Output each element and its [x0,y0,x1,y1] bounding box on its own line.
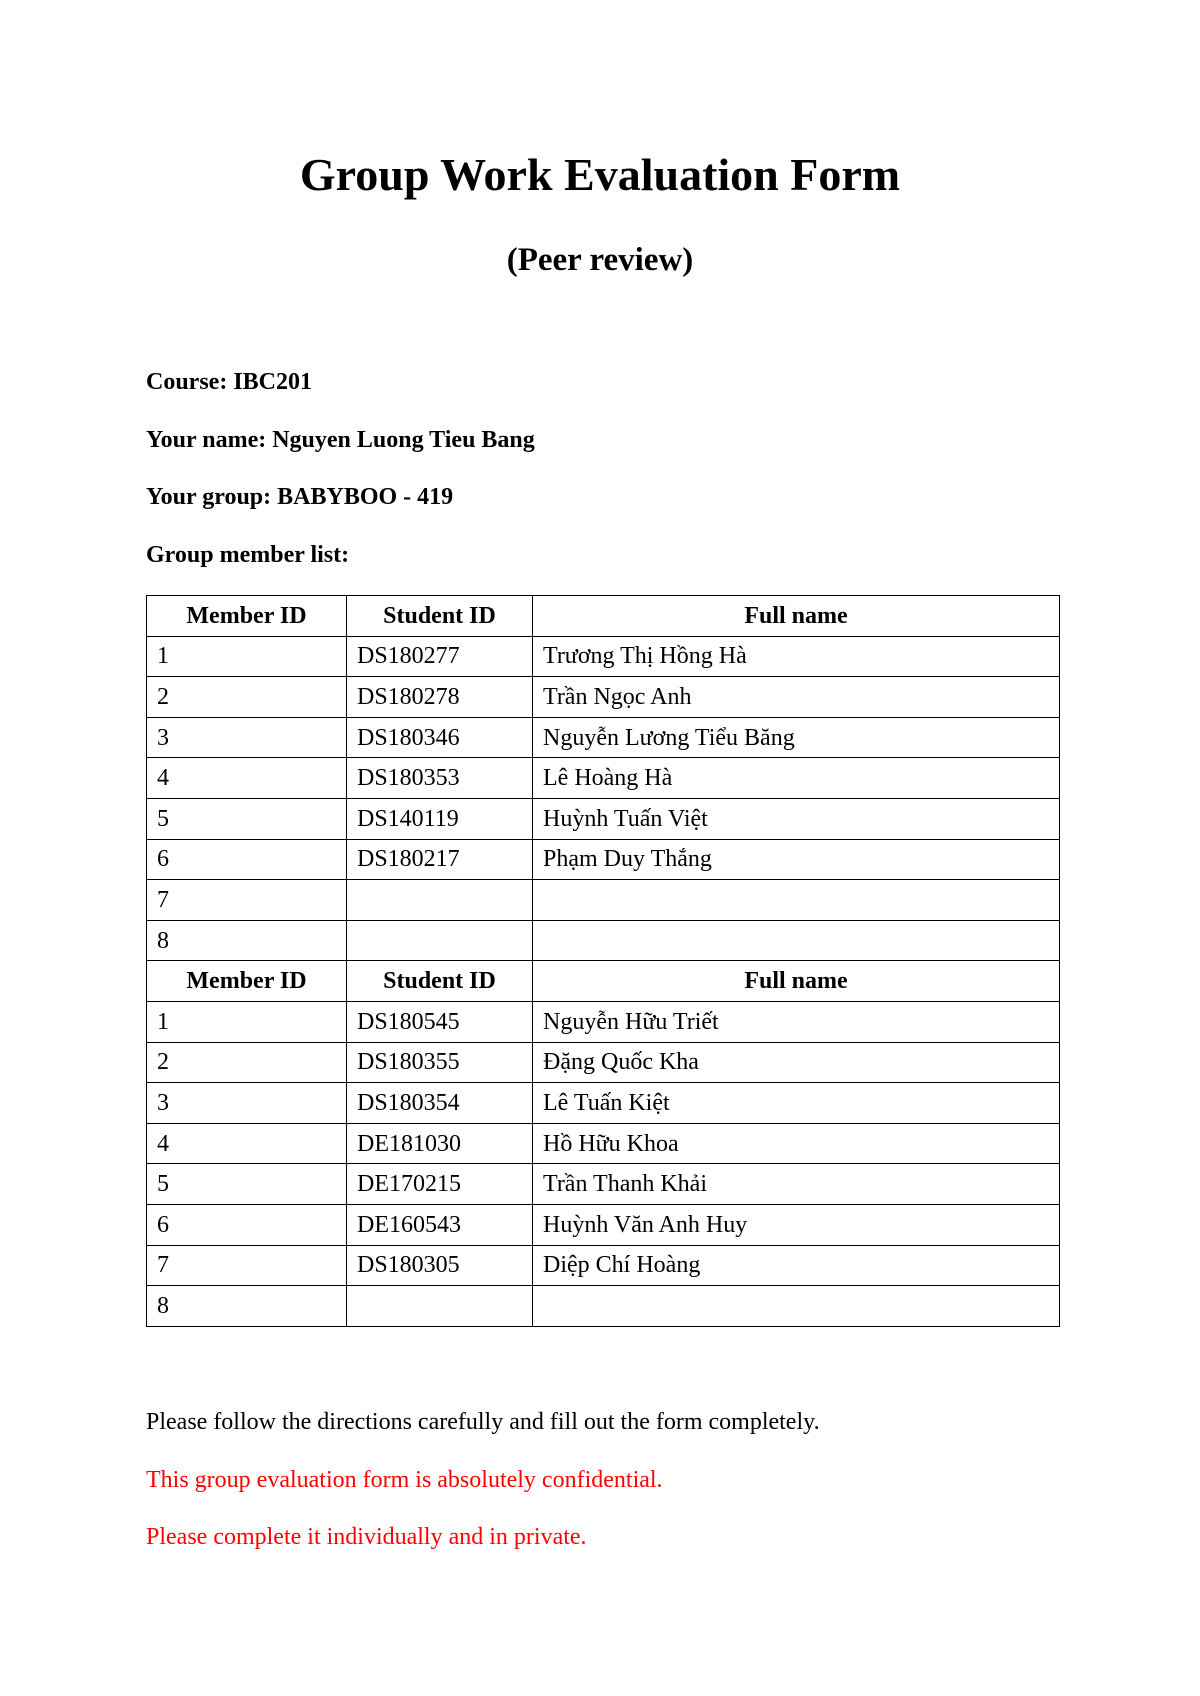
full-name-cell: Nguyễn Lương Tiểu Băng [533,717,1060,758]
member-id-cell: 5 [147,1164,347,1205]
member-id-cell: 8 [147,1286,347,1327]
member-id-cell: 8 [147,920,347,961]
member-id-cell: 3 [147,717,347,758]
full-name-cell: Đặng Quốc Kha [533,1042,1060,1083]
member-id-cell: 4 [147,1123,347,1164]
full-name-cell: Huỳnh Tuấn Việt [533,798,1060,839]
header-student-id: Student ID [347,961,533,1002]
full-name-cell [533,1286,1060,1327]
member-id-cell: 2 [147,677,347,718]
full-name-cell [533,920,1060,961]
header-full-name: Full name [533,596,1060,637]
member-list-label: Group member list: [146,542,350,568]
table-row [147,920,1060,961]
member-id-cell: 6 [147,1204,347,1245]
table-row [147,636,1060,677]
full-name-cell: Lê Tuấn Kiệt [533,1083,1060,1124]
directions-note: Please follow the directions carefully and fill out the form completely. [146,1409,820,1435]
confidential-note: This group evaluation form is absolutely confidential. [146,1467,663,1493]
table-row [147,1042,1060,1083]
table-row [147,717,1060,758]
full-name-cell: Trương Thị Hồng Hà [533,636,1060,677]
table-row [147,880,1060,921]
table-row [147,677,1060,718]
student-id-cell: DS180355 [347,1042,533,1083]
table-header-row [147,961,1060,1002]
form-title: Group Work Evaluation Form [299,149,901,200]
table-row [147,1164,1060,1205]
student-id-cell: DE170215 [347,1164,533,1205]
table-row [147,1204,1060,1245]
header-full-name: Full name [533,961,1060,1002]
student-id-cell: DS140119 [347,798,533,839]
member-id-cell: 7 [147,1245,347,1286]
table-row [147,1001,1060,1042]
header-student-id: Student ID [347,596,533,637]
table-row [147,798,1060,839]
student-id-cell: DS180354 [347,1083,533,1124]
member-id-cell: 1 [147,636,347,677]
full-name-cell: Nguyễn Hữu Triết [533,1001,1060,1042]
table-row [147,839,1060,880]
your-name-field: Your name: Nguyen Luong Tieu Bang [146,427,535,453]
full-name-cell: Phạm Duy Thắng [533,839,1060,880]
full-name-cell: Diệp Chí Hoàng [533,1245,1060,1286]
full-name-cell: Trần Thanh Khải [533,1164,1060,1205]
student-id-cell: DS180305 [347,1245,533,1286]
your-group-field: Your group: BABYBOO - 419 [146,484,454,510]
student-id-cell: DS180217 [347,839,533,880]
student-id-cell [347,920,533,961]
student-id-cell: DS180353 [347,758,533,799]
member-table [146,595,1060,1327]
full-name-cell: Lê Hoàng Hà [533,758,1060,799]
table-row [147,1286,1060,1327]
header-member-id: Member ID [147,596,347,637]
member-id-cell: 5 [147,798,347,839]
member-id-cell: 7 [147,880,347,921]
table-row [147,1123,1060,1164]
private-note: Please complete it individually and in private. [146,1524,587,1550]
student-id-cell [347,880,533,921]
course-field: Course: IBC201 [146,369,312,395]
student-id-cell: DS180277 [347,636,533,677]
table-row [147,1245,1060,1286]
student-id-cell: DS180278 [347,677,533,718]
table-row [147,758,1060,799]
member-id-cell: 1 [147,1001,347,1042]
member-id-cell: 6 [147,839,347,880]
student-id-cell [347,1286,533,1327]
member-id-cell: 3 [147,1083,347,1124]
student-id-cell: DS180346 [347,717,533,758]
member-id-cell: 4 [147,758,347,799]
full-name-cell: Huỳnh Văn Anh Huy [533,1204,1060,1245]
student-id-cell: DE160543 [347,1204,533,1245]
member-id-cell: 2 [147,1042,347,1083]
form-subtitle: (Peer review) [506,242,694,278]
full-name-cell: Trần Ngọc Anh [533,677,1060,718]
full-name-cell [533,880,1060,921]
full-name-cell: Hồ Hữu Khoa [533,1123,1060,1164]
student-id-cell: DS180545 [347,1001,533,1042]
table-row [147,1083,1060,1124]
student-id-cell: DE181030 [347,1123,533,1164]
table-header-row [147,596,1060,637]
header-member-id: Member ID [147,961,347,1002]
